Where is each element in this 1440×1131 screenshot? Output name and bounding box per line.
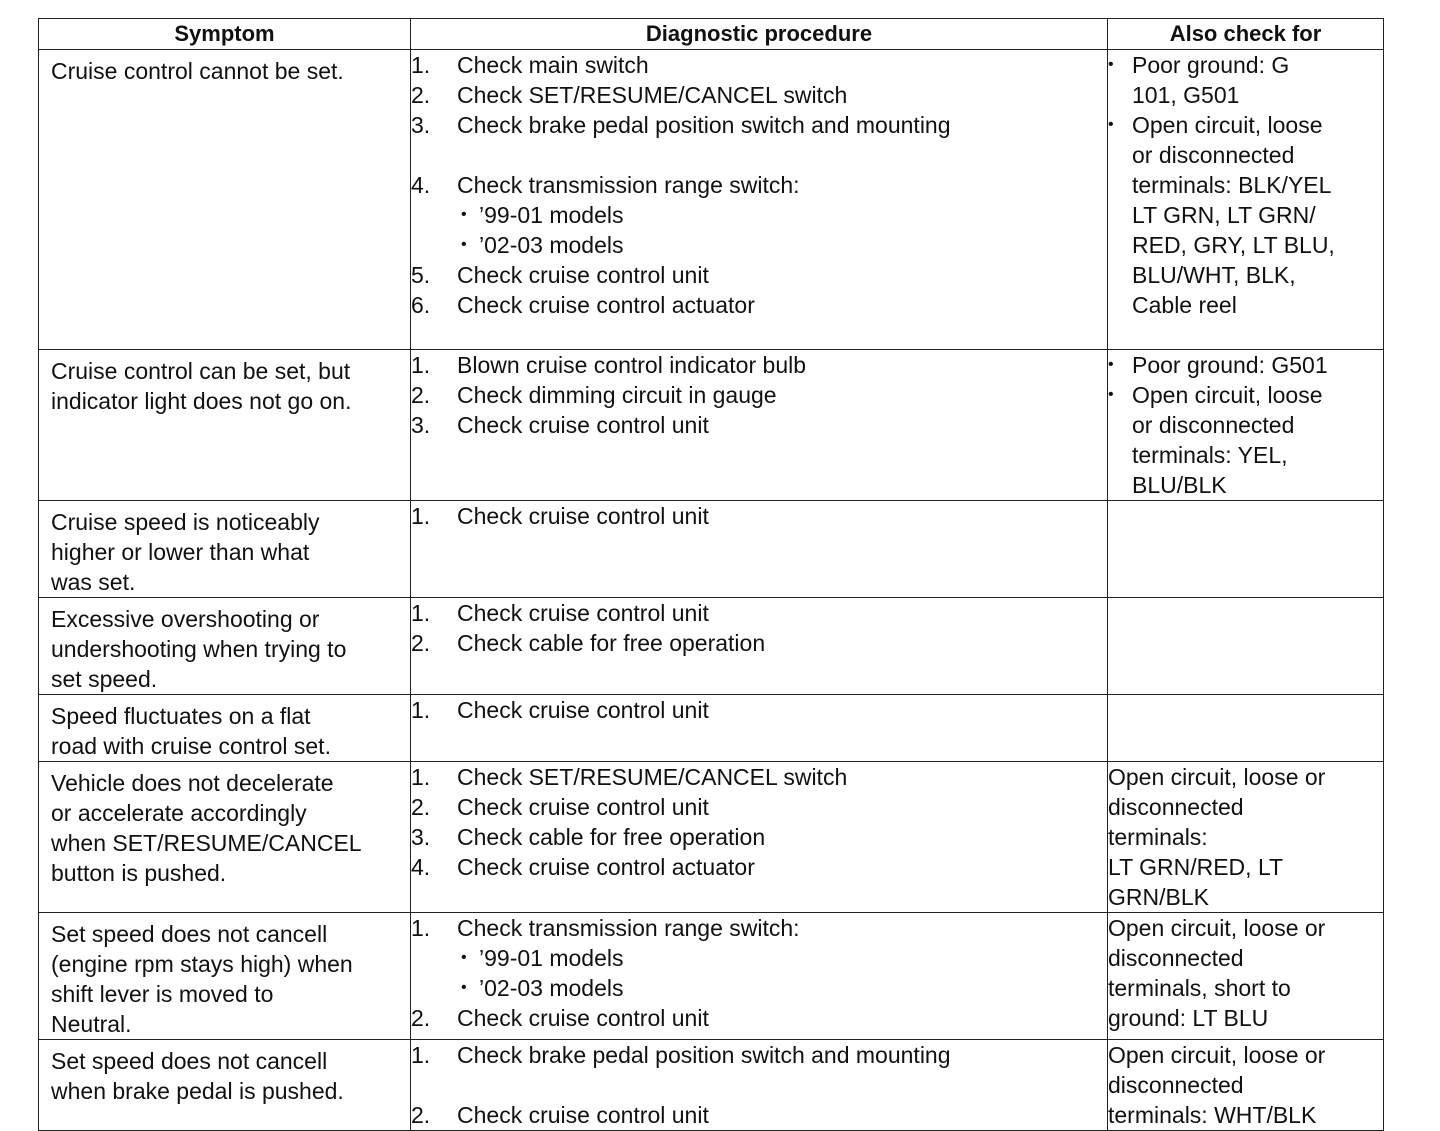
procedure-cell xyxy=(411,762,1108,913)
step-number: 1. xyxy=(411,1042,431,1068)
also-check-text: Open circuit, loose or disconnected terminals: YEL, BLU/BLK xyxy=(1132,382,1323,498)
bullet-icon: • xyxy=(461,236,467,253)
symptom-text: Set speed does not cancell when brake pedal is pushed. xyxy=(51,1048,344,1104)
also-check-cell xyxy=(1108,350,1384,501)
procedure-step xyxy=(411,80,1107,110)
spacer xyxy=(411,1070,1107,1100)
procedure-cell xyxy=(411,598,1108,695)
symptom-text: Speed fluctuates on a flat road with cruise control set. xyxy=(51,703,331,759)
step-text: Check cruise control unit xyxy=(457,262,709,288)
procedure-step xyxy=(411,598,1107,628)
step-text: Check transmission range switch: xyxy=(457,915,800,941)
substep-text: ’99-01 models xyxy=(479,202,624,228)
also-check-cell xyxy=(1108,598,1384,695)
step-text: Check SET/RESUME/CANCEL switch xyxy=(457,82,848,108)
procedure-cell xyxy=(411,695,1108,762)
procedure-cell xyxy=(411,913,1108,1040)
also-check-text: Open circuit, loose or disconnected terminals, short to ground: LT BLU xyxy=(1108,915,1326,1031)
symptom-cell xyxy=(39,695,411,762)
procedure-step xyxy=(411,380,1107,410)
table-row xyxy=(39,1040,1384,1131)
diagnostic-table xyxy=(38,18,1384,1131)
step-number: 4. xyxy=(411,172,431,198)
step-text: Check cruise control unit xyxy=(457,503,709,529)
step-number: 2. xyxy=(411,382,431,408)
step-text: Check cruise control unit xyxy=(457,794,709,820)
step-text: Check brake pedal position switch and mounting xyxy=(457,112,951,138)
step-number: 2. xyxy=(411,794,431,820)
header-symptom: Symptom xyxy=(39,19,411,50)
step-number: 1. xyxy=(411,52,431,78)
step-number: 5. xyxy=(411,262,431,288)
step-number: 1. xyxy=(411,697,431,723)
step-number: 2. xyxy=(411,1102,431,1128)
step-text: Check cruise control unit xyxy=(457,1005,709,1031)
spacer xyxy=(411,140,1107,170)
table-row xyxy=(39,913,1384,1040)
procedure-step xyxy=(411,110,1107,140)
procedure-substep xyxy=(411,200,1107,230)
table-row xyxy=(39,695,1384,762)
bullet-icon: • xyxy=(1108,56,1114,73)
also-check-cell xyxy=(1108,762,1384,913)
table-row xyxy=(39,598,1384,695)
procedure-substep xyxy=(411,943,1107,973)
procedure-step xyxy=(411,852,1107,882)
also-check-cell xyxy=(1108,913,1384,1040)
step-number: 6. xyxy=(411,292,431,318)
procedure-step xyxy=(411,350,1107,380)
step-text: Check main switch xyxy=(457,52,649,78)
procedure-substep xyxy=(411,973,1107,1003)
step-text: Check cable for free operation xyxy=(457,824,766,850)
step-text: Check cable for free operation xyxy=(457,630,766,656)
step-text: Check brake pedal position switch and mounting xyxy=(457,1042,951,1068)
step-text: Check cruise control unit xyxy=(457,697,709,723)
procedure-step xyxy=(411,1003,1107,1033)
also-check-item xyxy=(1108,50,1383,110)
step-text: Check cruise control unit xyxy=(457,1102,709,1128)
symptom-cell xyxy=(39,598,411,695)
step-text: Check cruise control actuator xyxy=(457,854,755,880)
substep-text: ’02-03 models xyxy=(479,975,624,1001)
procedure-step xyxy=(411,792,1107,822)
procedure-step xyxy=(411,501,1107,531)
procedure-step xyxy=(411,822,1107,852)
step-text: Check SET/RESUME/CANCEL switch xyxy=(457,764,848,790)
procedure-cell xyxy=(411,501,1108,598)
bullet-icon: • xyxy=(1108,116,1114,133)
symptom-text: Set speed does not cancell (engine rpm stays high) when shift lever is moved to Neutral. xyxy=(51,921,353,1037)
substep-text: ’99-01 models xyxy=(479,945,624,971)
step-number: 1. xyxy=(411,352,431,378)
step-number: 3. xyxy=(411,824,431,850)
header-row xyxy=(39,19,1384,50)
procedure-step xyxy=(411,170,1107,200)
step-text: Check cruise control unit xyxy=(457,412,709,438)
procedure-step xyxy=(411,410,1107,440)
step-text: Blown cruise control indicator bulb xyxy=(457,352,807,378)
procedure-step xyxy=(411,50,1107,80)
also-check-text: Poor ground: G501 xyxy=(1132,352,1328,378)
procedure-step xyxy=(411,628,1107,658)
also-check-cell xyxy=(1108,695,1384,762)
symptom-text: Excessive overshooting or undershooting when trying to set speed. xyxy=(51,606,347,692)
step-text: Check cruise control unit xyxy=(457,600,709,626)
step-number: 4. xyxy=(411,854,431,880)
step-number: 1. xyxy=(411,915,431,941)
bullet-icon: • xyxy=(1108,386,1114,403)
also-check-item xyxy=(1108,110,1383,320)
substep-text: ’02-03 models xyxy=(479,232,624,258)
step-text: Check transmission range switch: xyxy=(457,172,800,198)
step-number: 3. xyxy=(411,112,431,138)
bullet-icon: • xyxy=(461,949,467,966)
procedure-cell xyxy=(411,350,1108,501)
procedure-step xyxy=(411,260,1107,290)
symptom-text: Cruise speed is noticeably higher or lower than what was set. xyxy=(51,509,320,595)
symptom-cell xyxy=(39,762,411,913)
bullet-icon: • xyxy=(461,979,467,996)
symptom-cell xyxy=(39,50,411,350)
step-text: Check cruise control actuator xyxy=(457,292,755,318)
table-row xyxy=(39,762,1384,913)
step-number: 1. xyxy=(411,600,431,626)
also-check-cell xyxy=(1108,501,1384,598)
procedure-step xyxy=(411,762,1107,792)
symptom-text: Vehicle does not decelerate or accelerate accordingly when SET/RESUME/CANCEL button is pushed. xyxy=(51,770,362,886)
symptom-text: Cruise control cannot be set. xyxy=(51,58,344,84)
also-check-text: Open circuit, loose or disconnected terminals: LT GRN/RED, LT GRN/BLK xyxy=(1108,764,1326,910)
header-also-check: Also check for xyxy=(1108,19,1384,50)
procedure-step xyxy=(411,913,1107,943)
step-text: Check dimming circuit in gauge xyxy=(457,382,777,408)
also-check-cell xyxy=(1108,50,1384,350)
bullet-icon: • xyxy=(1108,356,1114,373)
also-check-text: Open circuit, loose or disconnected terminals: WHT/BLK xyxy=(1108,1042,1326,1128)
symptom-cell xyxy=(39,350,411,501)
header-procedure: Diagnostic procedure xyxy=(411,19,1108,50)
table-body xyxy=(39,50,1384,1131)
symptom-cell xyxy=(39,1040,411,1131)
step-number: 2. xyxy=(411,1005,431,1031)
procedure-cell xyxy=(411,1040,1108,1131)
symptom-cell xyxy=(39,501,411,598)
procedure-step xyxy=(411,1040,1107,1070)
also-check-item xyxy=(1108,380,1383,500)
step-number: 1. xyxy=(411,764,431,790)
symptom-cell xyxy=(39,913,411,1040)
also-check-cell xyxy=(1108,1040,1384,1131)
step-number: 2. xyxy=(411,630,431,656)
step-number: 2. xyxy=(411,82,431,108)
procedure-substep xyxy=(411,230,1107,260)
symptom-text: Cruise control can be set, but indicator light does not go on. xyxy=(51,358,352,414)
table-row xyxy=(39,50,1384,350)
table-row xyxy=(39,501,1384,598)
table-row xyxy=(39,350,1384,501)
procedure-step xyxy=(411,1100,1107,1130)
also-check-item xyxy=(1108,350,1383,380)
step-number: 3. xyxy=(411,412,431,438)
procedure-cell xyxy=(411,50,1108,350)
also-check-text: Open circuit, loose or disconnected terminals: BLK/YEL LT GRN, LT GRN/ RED, GRY, LT BLU, BLU/WHT, BLK, Cable reel xyxy=(1132,112,1335,318)
bullet-icon: • xyxy=(461,206,467,223)
procedure-step xyxy=(411,290,1107,320)
step-number: 1. xyxy=(411,503,431,529)
procedure-step xyxy=(411,695,1107,725)
also-check-text: Poor ground: G 101, G501 xyxy=(1132,52,1290,108)
